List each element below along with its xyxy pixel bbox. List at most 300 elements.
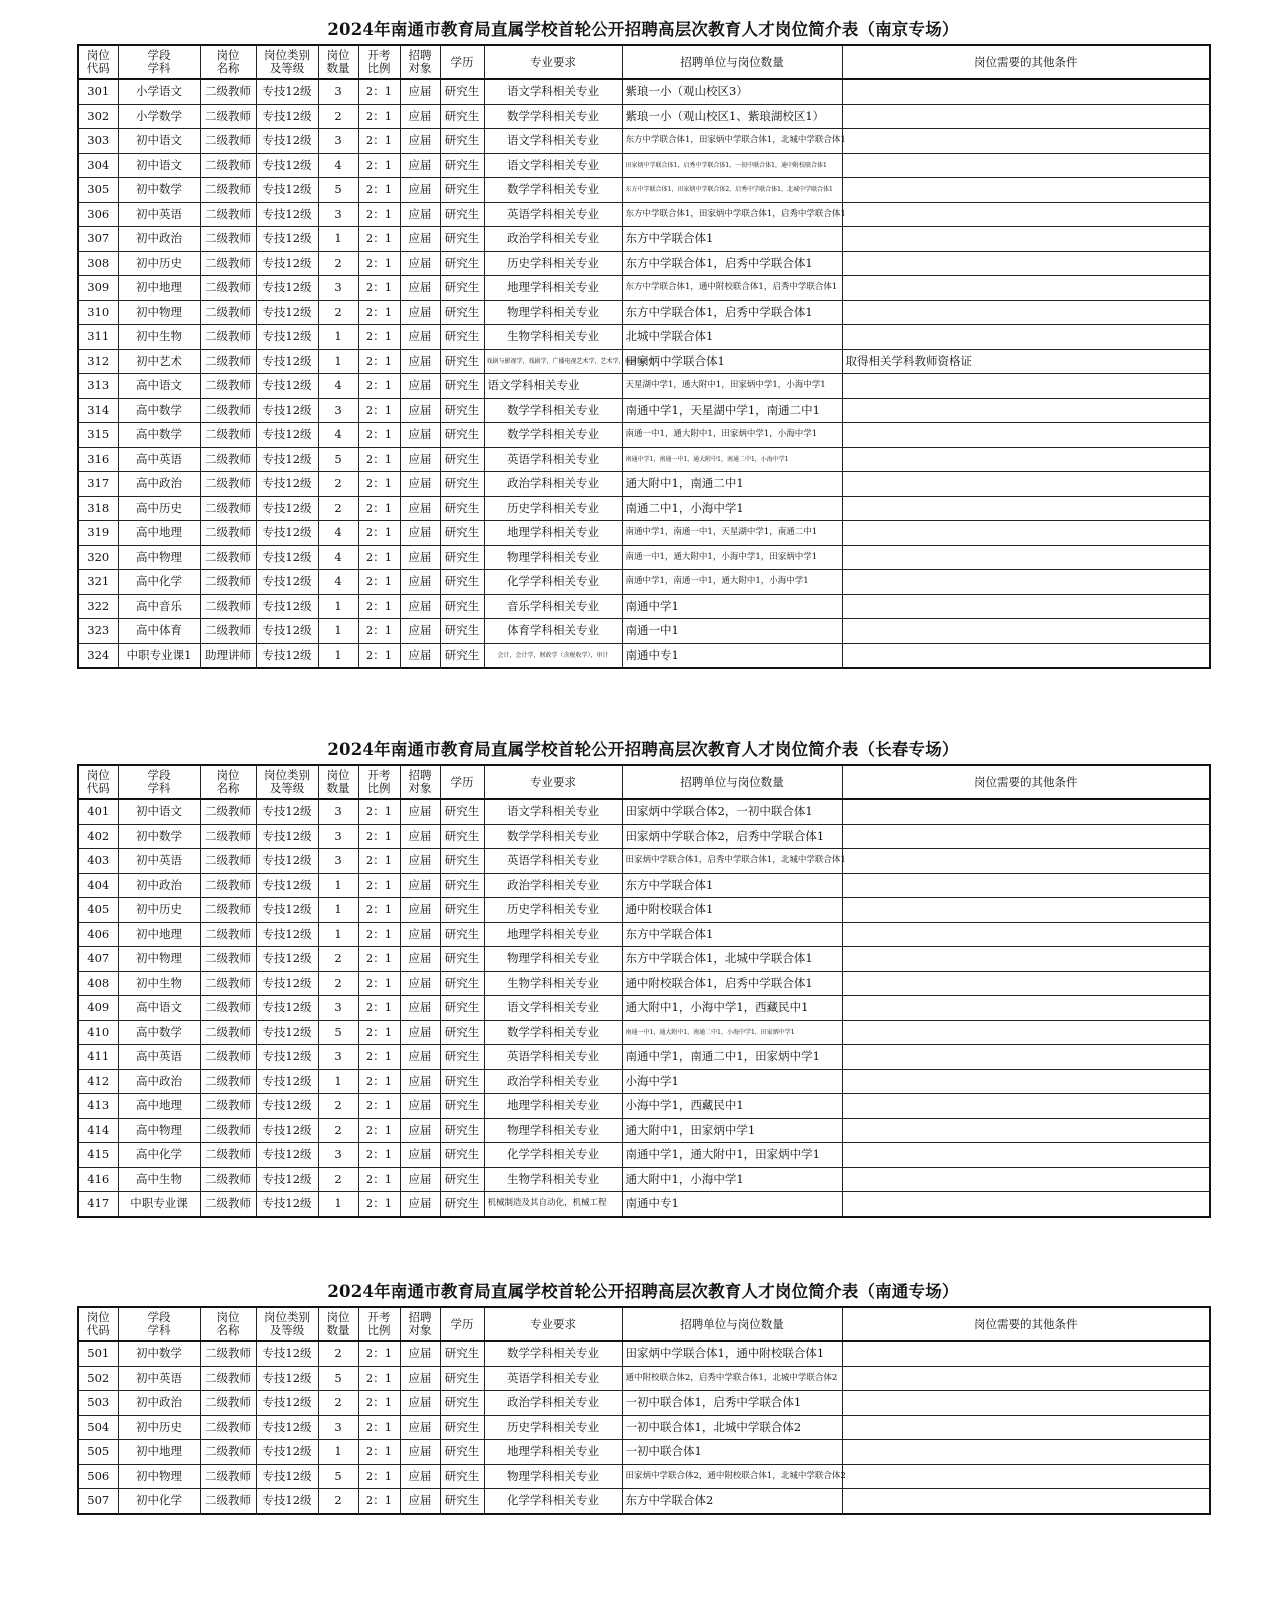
cell-count: 5 <box>318 178 358 203</box>
header-education <box>440 45 484 79</box>
cell-other-conditions <box>842 1094 1210 1119</box>
cell-level: 专技12级 <box>256 276 318 301</box>
header-text: 岗位 <box>86 768 110 782</box>
cell-other-conditions <box>842 1366 1210 1391</box>
table-title: 2024年南通市教育局直属学校首轮公开招聘高层次教育人才岗位简介表（长春专场） <box>327 740 959 759</box>
cell-level: 专技12级 <box>256 153 318 178</box>
cell-ratio: 2：1 <box>358 1464 400 1489</box>
cell-other-conditions <box>842 643 1210 668</box>
cell-post-name: 二级教师 <box>200 1489 256 1514</box>
cell-ratio: 2：1 <box>358 996 400 1021</box>
cell-ratio: 2：1 <box>358 1069 400 1094</box>
table-row <box>78 521 1210 546</box>
cell-post-name: 二级教师 <box>200 1464 256 1489</box>
cell-post-code: 312 <box>78 349 118 374</box>
cell-other-conditions <box>842 1341 1210 1366</box>
cell-major: 语文学科相关专业 <box>484 374 622 399</box>
cell-count: 3 <box>318 276 358 301</box>
cell-level: 专技12级 <box>256 873 318 898</box>
cell-post-code: 317 <box>78 472 118 497</box>
table-row <box>78 1020 1210 1045</box>
cell-other-conditions <box>842 971 1210 996</box>
table-row <box>78 1045 1210 1070</box>
table-title: 2024年南通市教育局直属学校首轮公开招聘高层次教育人才岗位简介表（南通专场） <box>327 1282 959 1301</box>
cell-target: 应届 <box>400 799 440 824</box>
cell-ratio: 2：1 <box>358 1118 400 1143</box>
cell-ratio: 2：1 <box>358 849 400 874</box>
cell-post-code: 302 <box>78 104 118 129</box>
cell-count: 2 <box>318 496 358 521</box>
table-row <box>78 898 1210 923</box>
cell-level: 专技12级 <box>256 300 318 325</box>
cell-major: 地理学科相关专业 <box>484 922 622 947</box>
table-row <box>78 1192 1210 1217</box>
cell-units: 东方中学联合体1 <box>622 227 842 252</box>
cell-post-code: 307 <box>78 227 118 252</box>
cell-other-conditions <box>842 1489 1210 1514</box>
cell-major: 历史学科相关专业 <box>484 1415 622 1440</box>
cell-post-name: 二级教师 <box>200 1045 256 1070</box>
cell-education: 研究生 <box>440 1415 484 1440</box>
cell-level: 专技12级 <box>256 1118 318 1143</box>
header-text: 代码 <box>86 781 110 795</box>
cell-education: 研究生 <box>440 1045 484 1070</box>
cell-count: 1 <box>318 898 358 923</box>
cell-post-name: 二级教师 <box>200 325 256 350</box>
cell-target: 应届 <box>400 643 440 668</box>
cell-post-code: 506 <box>78 1464 118 1489</box>
cell-other-conditions <box>842 1069 1210 1094</box>
cell-post-code: 301 <box>78 79 118 104</box>
header-text: 及等级 <box>269 1323 305 1337</box>
cell-level: 专技12级 <box>256 129 318 154</box>
table-row <box>78 202 1210 227</box>
cell-units: 紫琅一小（观山校区3） <box>622 79 842 104</box>
cell-education: 研究生 <box>440 996 484 1021</box>
table-row <box>78 849 1210 874</box>
header-count <box>318 1307 358 1341</box>
cell-units: 东方中学联合体1 <box>622 873 842 898</box>
cell-units: 南通中专1 <box>622 643 842 668</box>
cell-post-name: 二级教师 <box>200 472 256 497</box>
header-text: 数量 <box>326 781 350 795</box>
cell-units: 通中附校联合体1，启秀中学联合体1 <box>622 971 842 996</box>
cell-units: 东方中学联合体1，北城中学联合体1 <box>622 947 842 972</box>
cell-education: 研究生 <box>440 129 484 154</box>
cell-major: 会计，会计学，财政学（含税收学），审计 <box>484 643 622 668</box>
cell-ratio: 2：1 <box>358 619 400 644</box>
cell-ratio: 2：1 <box>358 824 400 849</box>
cell-ratio: 2：1 <box>358 423 400 448</box>
table-row <box>78 1143 1210 1168</box>
cell-units: 通大附中1，小海中学1 <box>622 1167 842 1192</box>
header-subject <box>118 1307 200 1341</box>
header-text: 专业要求 <box>530 54 576 69</box>
cell-other-conditions <box>842 1143 1210 1168</box>
cell-target: 应届 <box>400 947 440 972</box>
cell-post-name: 二级教师 <box>200 849 256 874</box>
cell-education: 研究生 <box>440 153 484 178</box>
cell-education: 研究生 <box>440 1143 484 1168</box>
cell-other-conditions <box>842 472 1210 497</box>
cell-subject: 初中生物 <box>118 325 200 350</box>
header-ratio <box>358 765 400 799</box>
cell-count: 2 <box>318 472 358 497</box>
cell-units: 通大附中1，田家炳中学1 <box>622 1118 842 1143</box>
cell-target: 应届 <box>400 1069 440 1094</box>
cell-education: 研究生 <box>440 398 484 423</box>
cell-post-code: 411 <box>78 1045 118 1070</box>
cell-ratio: 2：1 <box>358 922 400 947</box>
cell-post-name: 二级教师 <box>200 996 256 1021</box>
cell-ratio: 2：1 <box>358 594 400 619</box>
cell-education: 研究生 <box>440 325 484 350</box>
cell-units: 南通中学1，天星湖中学1，南通二中1 <box>622 398 842 423</box>
cell-post-code: 410 <box>78 1020 118 1045</box>
cell-target: 应届 <box>400 325 440 350</box>
cell-education: 研究生 <box>440 472 484 497</box>
cell-post-code: 409 <box>78 996 118 1021</box>
table-row <box>78 153 1210 178</box>
cell-major: 历史学科相关专业 <box>484 898 622 923</box>
cell-major: 数学学科相关专业 <box>484 178 622 203</box>
cell-post-name: 二级教师 <box>200 374 256 399</box>
cell-level: 专技12级 <box>256 374 318 399</box>
cell-other-conditions: 取得相关学科教师资格证 <box>842 349 1210 374</box>
cell-target: 应届 <box>400 374 440 399</box>
cell-level: 专技12级 <box>256 1489 318 1514</box>
cell-ratio: 2：1 <box>358 1094 400 1119</box>
cell-units: 南通中学1，南通一中1，通大附中1，小海中学1 <box>622 570 842 595</box>
cell-education: 研究生 <box>440 1341 484 1366</box>
cell-post-name: 二级教师 <box>200 423 256 448</box>
positions-table <box>77 44 1211 669</box>
cell-units: 田家炳中学联合体2，通中附校联合体1，北城中学联合体2 <box>622 1464 842 1489</box>
table-row <box>78 227 1210 252</box>
cell-level: 专技12级 <box>256 849 318 874</box>
cell-target: 应届 <box>400 423 440 448</box>
cell-post-name: 二级教师 <box>200 300 256 325</box>
cell-target: 应届 <box>400 300 440 325</box>
cell-other-conditions <box>842 423 1210 448</box>
header-units <box>622 1307 842 1341</box>
cell-other-conditions <box>842 104 1210 129</box>
cell-major: 英语学科相关专业 <box>484 1045 622 1070</box>
cell-level: 专技12级 <box>256 1143 318 1168</box>
cell-major: 英语学科相关专业 <box>484 447 622 472</box>
cell-major: 数学学科相关专业 <box>484 398 622 423</box>
cell-units: 东方中学联合体1 <box>622 922 842 947</box>
cell-target: 应届 <box>400 1143 440 1168</box>
cell-ratio: 2：1 <box>358 300 400 325</box>
cell-target: 应届 <box>400 202 440 227</box>
cell-target: 应届 <box>400 349 440 374</box>
cell-education: 研究生 <box>440 1167 484 1192</box>
cell-ratio: 2：1 <box>358 104 400 129</box>
cell-level: 专技12级 <box>256 79 318 104</box>
cell-ratio: 2：1 <box>358 153 400 178</box>
cell-subject: 高中体育 <box>118 619 200 644</box>
cell-education: 研究生 <box>440 1118 484 1143</box>
header-level <box>256 45 318 79</box>
cell-count: 2 <box>318 947 358 972</box>
cell-ratio: 2：1 <box>358 1415 400 1440</box>
table-row <box>78 947 1210 972</box>
cell-other-conditions <box>842 922 1210 947</box>
cell-post-code: 313 <box>78 374 118 399</box>
cell-subject: 初中历史 <box>118 898 200 923</box>
header-text: 招聘单位与岗位数量 <box>680 54 784 69</box>
cell-post-name: 二级教师 <box>200 873 256 898</box>
table-section-changchun <box>77 736 1209 1218</box>
cell-ratio: 2：1 <box>358 227 400 252</box>
cell-other-conditions <box>842 1167 1210 1192</box>
cell-subject: 高中英语 <box>118 447 200 472</box>
cell-subject: 初中英语 <box>118 849 200 874</box>
cell-level: 专技12级 <box>256 1192 318 1217</box>
cell-post-name: 二级教师 <box>200 178 256 203</box>
cell-major: 化学学科相关专业 <box>484 570 622 595</box>
cell-count: 3 <box>318 996 358 1021</box>
cell-subject: 高中地理 <box>118 521 200 546</box>
cell-count: 2 <box>318 1118 358 1143</box>
cell-other-conditions <box>842 799 1210 824</box>
cell-subject: 高中化学 <box>118 570 200 595</box>
cell-units: 南通中学1，通大附中1，田家炳中学1 <box>622 1143 842 1168</box>
cell-post-code: 417 <box>78 1192 118 1217</box>
cell-ratio: 2：1 <box>358 325 400 350</box>
header-target <box>400 45 440 79</box>
cell-post-code: 504 <box>78 1415 118 1440</box>
cell-level: 专技12级 <box>256 619 318 644</box>
cell-ratio: 2：1 <box>358 898 400 923</box>
header-text: 及等级 <box>269 61 305 75</box>
cell-ratio: 2：1 <box>358 349 400 374</box>
cell-level: 专技12级 <box>256 398 318 423</box>
cell-count: 4 <box>318 153 358 178</box>
cell-subject: 初中历史 <box>118 251 200 276</box>
cell-other-conditions <box>842 521 1210 546</box>
cell-target: 应届 <box>400 129 440 154</box>
cell-ratio: 2：1 <box>358 79 400 104</box>
header-text: 对象 <box>408 781 432 795</box>
cell-major: 生物学科相关专业 <box>484 325 622 350</box>
cell-other-conditions <box>842 1192 1210 1217</box>
table-row <box>78 619 1210 644</box>
cell-post-code: 304 <box>78 153 118 178</box>
cell-other-conditions <box>842 300 1210 325</box>
table-row <box>78 104 1210 129</box>
cell-subject: 初中英语 <box>118 202 200 227</box>
cell-major: 政治学科相关专业 <box>484 472 622 497</box>
header-row <box>78 1307 1210 1341</box>
cell-post-name: 二级教师 <box>200 799 256 824</box>
cell-other-conditions <box>842 570 1210 595</box>
cell-target: 应届 <box>400 1366 440 1391</box>
header-text: 开考 <box>367 1310 391 1324</box>
cell-ratio: 2：1 <box>358 1192 400 1217</box>
table-row <box>78 398 1210 423</box>
cell-count: 2 <box>318 104 358 129</box>
cell-count: 4 <box>318 423 358 448</box>
cell-major: 政治学科相关专业 <box>484 873 622 898</box>
cell-units: 东方中学联合体1，启秀中学联合体1 <box>622 300 842 325</box>
cell-count: 3 <box>318 1415 358 1440</box>
cell-ratio: 2：1 <box>358 472 400 497</box>
cell-other-conditions <box>842 178 1210 203</box>
cell-education: 研究生 <box>440 1440 484 1465</box>
cell-ratio: 2：1 <box>358 202 400 227</box>
header-text: 代码 <box>86 61 110 75</box>
cell-post-name: 二级教师 <box>200 1341 256 1366</box>
cell-subject: 高中政治 <box>118 1069 200 1094</box>
cell-post-name: 二级教师 <box>200 251 256 276</box>
cell-units: 南通中学1，南通一中1，通大附中1，南通二中1，小海中学1 <box>622 447 842 472</box>
cell-subject: 初中生物 <box>118 971 200 996</box>
cell-education: 研究生 <box>440 947 484 972</box>
header-text: 开考 <box>367 48 391 62</box>
cell-other-conditions <box>842 276 1210 301</box>
cell-count: 1 <box>318 922 358 947</box>
cell-major: 音乐学科相关专业 <box>484 594 622 619</box>
table-row <box>78 496 1210 521</box>
cell-education: 研究生 <box>440 1020 484 1045</box>
cell-major: 政治学科相关专业 <box>484 1069 622 1094</box>
cell-ratio: 2：1 <box>358 521 400 546</box>
cell-post-code: 323 <box>78 619 118 644</box>
cell-other-conditions <box>842 824 1210 849</box>
header-text: 学历 <box>450 54 474 69</box>
cell-post-code: 415 <box>78 1143 118 1168</box>
cell-post-code: 501 <box>78 1341 118 1366</box>
cell-post-name: 二级教师 <box>200 1440 256 1465</box>
cell-other-conditions <box>842 1415 1210 1440</box>
header-text: 学历 <box>450 1316 474 1331</box>
cell-major: 数学学科相关专业 <box>484 1020 622 1045</box>
cell-target: 应届 <box>400 1464 440 1489</box>
cell-education: 研究生 <box>440 971 484 996</box>
cell-target: 应届 <box>400 227 440 252</box>
cell-subject: 高中政治 <box>118 472 200 497</box>
table-row <box>78 996 1210 1021</box>
cell-post-name: 二级教师 <box>200 619 256 644</box>
cell-subject: 高中音乐 <box>118 594 200 619</box>
cell-major: 生物学科相关专业 <box>484 1167 622 1192</box>
cell-major: 地理学科相关专业 <box>484 1440 622 1465</box>
cell-target: 应届 <box>400 1489 440 1514</box>
cell-post-code: 405 <box>78 898 118 923</box>
cell-units: 田家炳中学联合体1，启秀中学联合体1，一初中联合体1，通中附校联合体1 <box>622 153 842 178</box>
cell-other-conditions <box>842 996 1210 1021</box>
header-text: 招聘 <box>408 768 432 782</box>
cell-subject: 初中地理 <box>118 922 200 947</box>
cell-post-name: 二级教师 <box>200 1069 256 1094</box>
positions-table <box>77 764 1211 1218</box>
cell-post-code: 413 <box>78 1094 118 1119</box>
cell-education: 研究生 <box>440 79 484 104</box>
table-row <box>78 178 1210 203</box>
cell-units: 通大附中1，南通二中1 <box>622 472 842 497</box>
cell-count: 3 <box>318 398 358 423</box>
header-units <box>622 765 842 799</box>
table-row <box>78 922 1210 947</box>
cell-major: 化学学科相关专业 <box>484 1143 622 1168</box>
cell-units: 南通中学1，南通二中1，田家炳中学1 <box>622 1045 842 1070</box>
cell-other-conditions <box>842 374 1210 399</box>
cell-post-code: 408 <box>78 971 118 996</box>
cell-target: 应届 <box>400 276 440 301</box>
cell-level: 专技12级 <box>256 1366 318 1391</box>
header-text: 对象 <box>408 61 432 75</box>
cell-level: 专技12级 <box>256 104 318 129</box>
cell-other-conditions <box>842 1391 1210 1416</box>
header-major <box>484 1307 622 1341</box>
cell-other-conditions <box>842 79 1210 104</box>
cell-target: 应届 <box>400 824 440 849</box>
table-section-nanjing <box>77 16 1209 669</box>
table-row <box>78 799 1210 824</box>
cell-ratio: 2：1 <box>358 1366 400 1391</box>
cell-post-name: 助理讲师 <box>200 643 256 668</box>
cell-post-name: 二级教师 <box>200 1143 256 1168</box>
table-row <box>78 129 1210 154</box>
cell-target: 应届 <box>400 496 440 521</box>
cell-other-conditions <box>842 1118 1210 1143</box>
cell-count: 4 <box>318 570 358 595</box>
header-target <box>400 765 440 799</box>
cell-level: 专技12级 <box>256 202 318 227</box>
cell-major: 地理学科相关专业 <box>484 1094 622 1119</box>
cell-units: 田家炳中学联合体1 <box>622 349 842 374</box>
cell-post-name: 二级教师 <box>200 947 256 972</box>
cell-subject: 初中地理 <box>118 1440 200 1465</box>
header-other-conditions <box>842 45 1210 79</box>
cell-count: 1 <box>318 594 358 619</box>
cell-target: 应届 <box>400 521 440 546</box>
cell-post-code: 316 <box>78 447 118 472</box>
cell-post-code: 303 <box>78 129 118 154</box>
cell-education: 研究生 <box>440 178 484 203</box>
cell-subject: 高中数学 <box>118 1020 200 1045</box>
header-ratio <box>358 45 400 79</box>
cell-post-name: 二级教师 <box>200 202 256 227</box>
header-other-conditions <box>842 1307 1210 1341</box>
cell-units: 南通一中1，通大附中1，小海中学1，田家炳中学1 <box>622 545 842 570</box>
cell-post-code: 309 <box>78 276 118 301</box>
header-text: 数量 <box>326 61 350 75</box>
cell-post-code: 318 <box>78 496 118 521</box>
cell-level: 专技12级 <box>256 472 318 497</box>
cell-units: 通中附校联合体2，启秀中学联合体1，北城中学联合体2 <box>622 1366 842 1391</box>
cell-target: 应届 <box>400 104 440 129</box>
cell-post-name: 二级教师 <box>200 447 256 472</box>
header-row <box>78 45 1210 79</box>
table-row <box>78 1489 1210 1514</box>
cell-count: 2 <box>318 251 358 276</box>
cell-ratio: 2：1 <box>358 178 400 203</box>
cell-target: 应届 <box>400 619 440 644</box>
cell-other-conditions <box>842 325 1210 350</box>
cell-target: 应届 <box>400 1045 440 1070</box>
cell-post-name: 二级教师 <box>200 971 256 996</box>
cell-education: 研究生 <box>440 1464 484 1489</box>
cell-units: 南通一中1，通大附中1，南通二中1，小海中学1，田家炳中学1 <box>622 1020 842 1045</box>
cell-level: 专技12级 <box>256 996 318 1021</box>
cell-level: 专技12级 <box>256 799 318 824</box>
cell-post-code: 502 <box>78 1366 118 1391</box>
cell-units: 南通一中1 <box>622 619 842 644</box>
cell-major: 语文学科相关专业 <box>484 996 622 1021</box>
